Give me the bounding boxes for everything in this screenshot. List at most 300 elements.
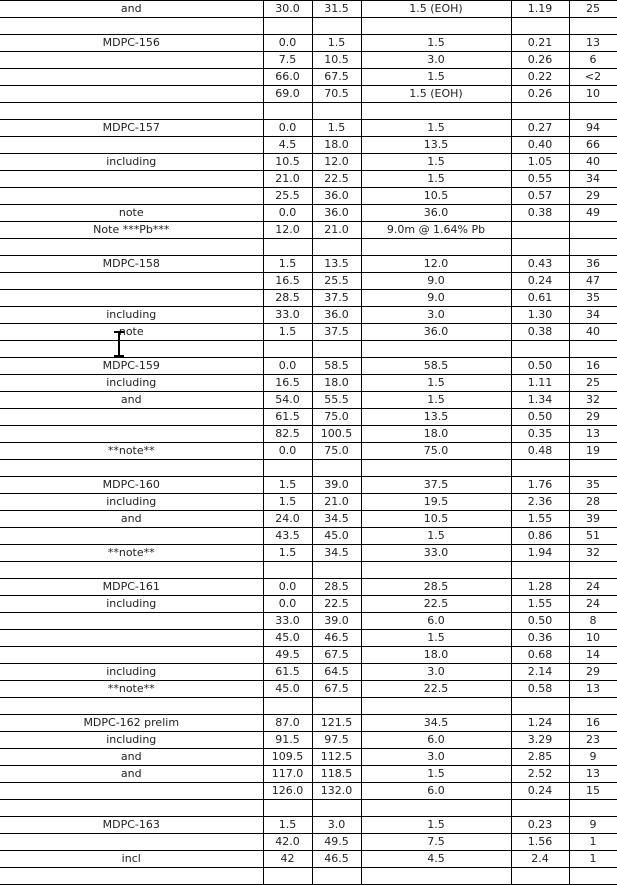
- cell-tail[interactable]: 35: [569, 290, 617, 307]
- cell-to[interactable]: 10.5: [312, 52, 361, 69]
- cell-grade[interactable]: [511, 18, 569, 35]
- cell-hole[interactable]: [0, 171, 263, 188]
- cell-from[interactable]: 66.0: [263, 69, 312, 86]
- cell-grade[interactable]: 2.36: [511, 494, 569, 511]
- cell-grade[interactable]: 1.24: [511, 715, 569, 732]
- cell-tail[interactable]: 36: [569, 256, 617, 273]
- cell-to[interactable]: 13.5: [312, 256, 361, 273]
- cell-hole[interactable]: MDPC-157: [0, 120, 263, 137]
- cell-hole[interactable]: [0, 86, 263, 103]
- cell-grade[interactable]: 0.24: [511, 783, 569, 800]
- cell-tail[interactable]: 9: [569, 749, 617, 766]
- cell-hole[interactable]: MDPC-161: [0, 579, 263, 596]
- cell-grade[interactable]: 2.14: [511, 664, 569, 681]
- cell-from[interactable]: 1.5: [263, 256, 312, 273]
- cell-to[interactable]: 45.0: [312, 528, 361, 545]
- cell-interval[interactable]: 12.0: [361, 256, 511, 273]
- cell-hole[interactable]: MDPC-162 prelim: [0, 715, 263, 732]
- cell-hole[interactable]: MDPC-159: [0, 358, 263, 375]
- cell-hole[interactable]: [0, 137, 263, 154]
- cell-tail[interactable]: 94: [569, 120, 617, 137]
- cell-interval[interactable]: 1.5: [361, 120, 511, 137]
- cell-from[interactable]: 0.0: [263, 596, 312, 613]
- cell-tail[interactable]: 40: [569, 324, 617, 341]
- cell-grade[interactable]: [511, 562, 569, 579]
- cell-from[interactable]: 0.0: [263, 579, 312, 596]
- cell-from[interactable]: 7.5: [263, 52, 312, 69]
- cell-from[interactable]: 49.5: [263, 647, 312, 664]
- cell-from[interactable]: 10.5: [263, 154, 312, 171]
- cell-from[interactable]: 0.0: [263, 205, 312, 222]
- cell-hole[interactable]: [0, 290, 263, 307]
- cell-grade[interactable]: 1.76: [511, 477, 569, 494]
- cell-interval[interactable]: 36.0: [361, 205, 511, 222]
- cell-hole[interactable]: including: [0, 494, 263, 511]
- cell-interval[interactable]: 33.0: [361, 545, 511, 562]
- cell-grade[interactable]: 0.27: [511, 120, 569, 137]
- cell-interval[interactable]: 1.5: [361, 69, 511, 86]
- cell-tail[interactable]: 14: [569, 647, 617, 664]
- cell-to[interactable]: 25.5: [312, 273, 361, 290]
- cell-grade[interactable]: 1.56: [511, 834, 569, 851]
- cell-interval[interactable]: 58.5: [361, 358, 511, 375]
- cell-from[interactable]: 0.0: [263, 443, 312, 460]
- cell-grade[interactable]: 1.94: [511, 545, 569, 562]
- cell-from[interactable]: 33.0: [263, 613, 312, 630]
- cell-grade[interactable]: 0.26: [511, 52, 569, 69]
- cell-grade[interactable]: 2.52: [511, 766, 569, 783]
- cell-from[interactable]: 33.0: [263, 307, 312, 324]
- cell-interval[interactable]: [361, 18, 511, 35]
- cell-to[interactable]: 21.0: [312, 222, 361, 239]
- cell-to[interactable]: 36.0: [312, 205, 361, 222]
- cell-interval[interactable]: 28.5: [361, 579, 511, 596]
- cell-from[interactable]: 82.5: [263, 426, 312, 443]
- cell-interval[interactable]: [361, 868, 511, 885]
- cell-hole[interactable]: [0, 562, 263, 579]
- cell-tail[interactable]: 13: [569, 681, 617, 698]
- cell-interval[interactable]: 9.0: [361, 273, 511, 290]
- cell-grade[interactable]: [511, 103, 569, 120]
- cell-grade[interactable]: [511, 460, 569, 477]
- cell-interval[interactable]: [361, 562, 511, 579]
- cell-to[interactable]: 46.5: [312, 851, 361, 868]
- cell-interval[interactable]: 6.0: [361, 783, 511, 800]
- cell-from[interactable]: 16.5: [263, 273, 312, 290]
- cell-tail[interactable]: 13: [569, 35, 617, 52]
- cell-interval[interactable]: 1.5: [361, 630, 511, 647]
- cell-from[interactable]: 0.0: [263, 358, 312, 375]
- cell-to[interactable]: 18.0: [312, 375, 361, 392]
- cell-from[interactable]: 1.5: [263, 817, 312, 834]
- cell-from[interactable]: 117.0: [263, 766, 312, 783]
- cell-grade[interactable]: [511, 868, 569, 885]
- cell-hole[interactable]: including: [0, 307, 263, 324]
- cell-grade[interactable]: [511, 341, 569, 358]
- cell-from[interactable]: [263, 103, 312, 120]
- cell-grade[interactable]: 1.55: [511, 511, 569, 528]
- cell-to[interactable]: 100.5: [312, 426, 361, 443]
- cell-from[interactable]: [263, 868, 312, 885]
- cell-tail[interactable]: 9: [569, 817, 617, 834]
- cell-grade[interactable]: [511, 698, 569, 715]
- cell-to[interactable]: 39.0: [312, 477, 361, 494]
- cell-interval[interactable]: [361, 800, 511, 817]
- cell-grade[interactable]: 0.26: [511, 86, 569, 103]
- cell-from[interactable]: 1.5: [263, 494, 312, 511]
- cell-interval[interactable]: 3.0: [361, 52, 511, 69]
- cell-to[interactable]: 34.5: [312, 511, 361, 528]
- cell-to[interactable]: 46.5: [312, 630, 361, 647]
- cell-to[interactable]: 55.5: [312, 392, 361, 409]
- cell-tail[interactable]: 25: [569, 1, 617, 18]
- cell-grade[interactable]: 1.19: [511, 1, 569, 18]
- cell-hole[interactable]: [0, 834, 263, 851]
- cell-hole[interactable]: [0, 647, 263, 664]
- cell-hole[interactable]: and: [0, 749, 263, 766]
- cell-interval[interactable]: 18.0: [361, 426, 511, 443]
- cell-grade[interactable]: 0.40: [511, 137, 569, 154]
- cell-tail[interactable]: [569, 868, 617, 885]
- cell-to[interactable]: [312, 341, 361, 358]
- cell-hole[interactable]: [0, 783, 263, 800]
- cell-interval[interactable]: 1.5: [361, 171, 511, 188]
- cell-grade[interactable]: 0.68: [511, 647, 569, 664]
- cell-to[interactable]: 39.0: [312, 613, 361, 630]
- cell-interval[interactable]: [361, 239, 511, 256]
- cell-hole[interactable]: and: [0, 511, 263, 528]
- cell-from[interactable]: [263, 460, 312, 477]
- cell-tail[interactable]: [569, 341, 617, 358]
- cell-hole[interactable]: [0, 800, 263, 817]
- cell-hole[interactable]: [0, 341, 263, 358]
- cell-grade[interactable]: 0.50: [511, 613, 569, 630]
- cell-grade[interactable]: [511, 800, 569, 817]
- cell-from[interactable]: 1.5: [263, 477, 312, 494]
- cell-to[interactable]: 118.5: [312, 766, 361, 783]
- cell-from[interactable]: [263, 18, 312, 35]
- cell-from[interactable]: 16.5: [263, 375, 312, 392]
- cell-grade[interactable]: 1.11: [511, 375, 569, 392]
- cell-from[interactable]: 91.5: [263, 732, 312, 749]
- cell-tail[interactable]: [569, 562, 617, 579]
- cell-to[interactable]: [312, 562, 361, 579]
- cell-hole[interactable]: [0, 630, 263, 647]
- cell-to[interactable]: 18.0: [312, 137, 361, 154]
- cell-tail[interactable]: [569, 698, 617, 715]
- cell-grade[interactable]: 0.23: [511, 817, 569, 834]
- cell-interval[interactable]: 13.5: [361, 137, 511, 154]
- cell-tail[interactable]: 29: [569, 664, 617, 681]
- cell-interval[interactable]: 1.5: [361, 35, 511, 52]
- cell-grade[interactable]: 0.35: [511, 426, 569, 443]
- cell-hole[interactable]: including: [0, 375, 263, 392]
- cell-tail[interactable]: 13: [569, 426, 617, 443]
- cell-to[interactable]: 34.5: [312, 545, 361, 562]
- cell-hole[interactable]: including: [0, 664, 263, 681]
- cell-to[interactable]: 112.5: [312, 749, 361, 766]
- cell-tail[interactable]: 8: [569, 613, 617, 630]
- cell-to[interactable]: 64.5: [312, 664, 361, 681]
- cell-grade[interactable]: 0.43: [511, 256, 569, 273]
- cell-grade[interactable]: 0.38: [511, 205, 569, 222]
- cell-interval[interactable]: 1.5 (EOH): [361, 1, 511, 18]
- cell-from[interactable]: 87.0: [263, 715, 312, 732]
- cell-to[interactable]: 1.5: [312, 35, 361, 52]
- cell-interval[interactable]: 75.0: [361, 443, 511, 460]
- cell-hole[interactable]: MDPC-158: [0, 256, 263, 273]
- cell-tail[interactable]: 28: [569, 494, 617, 511]
- cell-tail[interactable]: 29: [569, 409, 617, 426]
- cell-tail[interactable]: 10: [569, 630, 617, 647]
- cell-grade[interactable]: 0.58: [511, 681, 569, 698]
- cell-tail[interactable]: [569, 800, 617, 817]
- cell-interval[interactable]: 1.5: [361, 392, 511, 409]
- cell-interval[interactable]: 6.0: [361, 732, 511, 749]
- cell-grade[interactable]: 0.24: [511, 273, 569, 290]
- cell-interval[interactable]: 9.0m @ 1.64% Pb: [361, 222, 511, 239]
- cell-tail[interactable]: 40: [569, 154, 617, 171]
- cell-tail[interactable]: 1: [569, 851, 617, 868]
- cell-hole[interactable]: **note**: [0, 681, 263, 698]
- cell-hole[interactable]: [0, 52, 263, 69]
- cell-from[interactable]: 30.0: [263, 1, 312, 18]
- cell-interval[interactable]: 4.5: [361, 851, 511, 868]
- cell-to[interactable]: 67.5: [312, 69, 361, 86]
- cell-hole[interactable]: incl: [0, 851, 263, 868]
- cell-to[interactable]: 12.0: [312, 154, 361, 171]
- cell-to[interactable]: [312, 460, 361, 477]
- cell-grade[interactable]: 0.50: [511, 409, 569, 426]
- cell-tail[interactable]: 15: [569, 783, 617, 800]
- cell-interval[interactable]: 10.5: [361, 511, 511, 528]
- cell-interval[interactable]: 1.5: [361, 817, 511, 834]
- cell-from[interactable]: [263, 800, 312, 817]
- cell-tail[interactable]: 34: [569, 171, 617, 188]
- cell-tail[interactable]: 10: [569, 86, 617, 103]
- cell-to[interactable]: 3.0: [312, 817, 361, 834]
- cell-to[interactable]: [312, 103, 361, 120]
- cell-hole[interactable]: **note**: [0, 443, 263, 460]
- cell-hole[interactable]: [0, 698, 263, 715]
- cell-hole[interactable]: [0, 613, 263, 630]
- cell-hole[interactable]: including: [0, 732, 263, 749]
- cell-tail[interactable]: 19: [569, 443, 617, 460]
- cell-from[interactable]: 1.5: [263, 324, 312, 341]
- cell-grade[interactable]: 0.50: [511, 358, 569, 375]
- cell-interval[interactable]: 37.5: [361, 477, 511, 494]
- cell-hole[interactable]: [0, 69, 263, 86]
- cell-interval[interactable]: 6.0: [361, 613, 511, 630]
- cell-hole[interactable]: [0, 239, 263, 256]
- cell-tail[interactable]: 35: [569, 477, 617, 494]
- cell-interval[interactable]: 3.0: [361, 749, 511, 766]
- cell-from[interactable]: 4.5: [263, 137, 312, 154]
- cell-grade[interactable]: 2.85: [511, 749, 569, 766]
- cell-interval[interactable]: 10.5: [361, 188, 511, 205]
- cell-to[interactable]: 36.0: [312, 188, 361, 205]
- cell-to[interactable]: [312, 18, 361, 35]
- cell-from[interactable]: 69.0: [263, 86, 312, 103]
- cell-tail[interactable]: [569, 460, 617, 477]
- cell-tail[interactable]: 49: [569, 205, 617, 222]
- cell-hole[interactable]: and: [0, 766, 263, 783]
- cell-from[interactable]: [263, 341, 312, 358]
- cell-interval[interactable]: 18.0: [361, 647, 511, 664]
- cell-from[interactable]: 21.0: [263, 171, 312, 188]
- cell-from[interactable]: 109.5: [263, 749, 312, 766]
- cell-grade[interactable]: 0.61: [511, 290, 569, 307]
- cell-from[interactable]: 45.0: [263, 630, 312, 647]
- cell-grade[interactable]: 1.28: [511, 579, 569, 596]
- cell-grade[interactable]: 1.30: [511, 307, 569, 324]
- cell-from[interactable]: 28.5: [263, 290, 312, 307]
- cell-interval[interactable]: [361, 103, 511, 120]
- cell-tail[interactable]: [569, 103, 617, 120]
- cell-tail[interactable]: 23: [569, 732, 617, 749]
- cell-hole[interactable]: [0, 868, 263, 885]
- cell-hole[interactable]: [0, 273, 263, 290]
- cell-interval[interactable]: 34.5: [361, 715, 511, 732]
- cell-to[interactable]: 36.0: [312, 307, 361, 324]
- cell-to[interactable]: 37.5: [312, 324, 361, 341]
- cell-grade[interactable]: 1.34: [511, 392, 569, 409]
- cell-tail[interactable]: 24: [569, 579, 617, 596]
- cell-hole[interactable]: note: [0, 324, 263, 341]
- cell-to[interactable]: 75.0: [312, 443, 361, 460]
- cell-tail[interactable]: [569, 239, 617, 256]
- cell-hole[interactable]: [0, 409, 263, 426]
- cell-interval[interactable]: [361, 341, 511, 358]
- cell-grade[interactable]: 0.36: [511, 630, 569, 647]
- cell-to[interactable]: 70.5: [312, 86, 361, 103]
- cell-hole[interactable]: and: [0, 392, 263, 409]
- cell-from[interactable]: 12.0: [263, 222, 312, 239]
- cell-hole[interactable]: [0, 528, 263, 545]
- cell-interval[interactable]: [361, 460, 511, 477]
- cell-tail[interactable]: 34: [569, 307, 617, 324]
- cell-hole[interactable]: [0, 426, 263, 443]
- cell-tail[interactable]: [569, 18, 617, 35]
- cell-tail[interactable]: 16: [569, 358, 617, 375]
- cell-from[interactable]: 42: [263, 851, 312, 868]
- cell-interval[interactable]: 22.5: [361, 681, 511, 698]
- cell-tail[interactable]: 39: [569, 511, 617, 528]
- cell-to[interactable]: 21.0: [312, 494, 361, 511]
- cell-from[interactable]: 43.5: [263, 528, 312, 545]
- cell-interval[interactable]: 1.5: [361, 154, 511, 171]
- cell-to[interactable]: 22.5: [312, 596, 361, 613]
- cell-to[interactable]: 75.0: [312, 409, 361, 426]
- cell-from[interactable]: 54.0: [263, 392, 312, 409]
- cell-interval[interactable]: 13.5: [361, 409, 511, 426]
- cell-tail[interactable]: 51: [569, 528, 617, 545]
- cell-interval[interactable]: 22.5: [361, 596, 511, 613]
- cell-to[interactable]: 132.0: [312, 783, 361, 800]
- cell-interval[interactable]: [361, 698, 511, 715]
- cell-from[interactable]: 0.0: [263, 120, 312, 137]
- cell-from[interactable]: 1.5: [263, 545, 312, 562]
- cell-hole[interactable]: Note ***Pb***: [0, 222, 263, 239]
- cell-hole[interactable]: [0, 188, 263, 205]
- cell-hole[interactable]: note: [0, 205, 263, 222]
- cell-interval[interactable]: 1.5: [361, 766, 511, 783]
- cell-to[interactable]: 1.5: [312, 120, 361, 137]
- cell-hole[interactable]: MDPC-156: [0, 35, 263, 52]
- cell-to[interactable]: 28.5: [312, 579, 361, 596]
- cell-to[interactable]: 67.5: [312, 681, 361, 698]
- cell-to[interactable]: 58.5: [312, 358, 361, 375]
- cell-tail[interactable]: 32: [569, 392, 617, 409]
- cell-to[interactable]: 31.5: [312, 1, 361, 18]
- cell-to[interactable]: 97.5: [312, 732, 361, 749]
- cell-tail[interactable]: 16: [569, 715, 617, 732]
- cell-grade[interactable]: 0.55: [511, 171, 569, 188]
- cell-from[interactable]: [263, 562, 312, 579]
- cell-grade[interactable]: 1.55: [511, 596, 569, 613]
- cell-tail[interactable]: 6: [569, 52, 617, 69]
- cell-from[interactable]: 61.5: [263, 409, 312, 426]
- cell-interval[interactable]: 19.5: [361, 494, 511, 511]
- cell-tail[interactable]: <2: [569, 69, 617, 86]
- cell-hole[interactable]: **note**: [0, 545, 263, 562]
- cell-grade[interactable]: 1.05: [511, 154, 569, 171]
- cell-to[interactable]: 37.5: [312, 290, 361, 307]
- cell-interval[interactable]: 3.0: [361, 664, 511, 681]
- cell-interval[interactable]: 1.5: [361, 528, 511, 545]
- cell-to[interactable]: 49.5: [312, 834, 361, 851]
- cell-interval[interactable]: 7.5: [361, 834, 511, 851]
- cell-interval[interactable]: 36.0: [361, 324, 511, 341]
- cell-tail[interactable]: 1: [569, 834, 617, 851]
- cell-to[interactable]: [312, 239, 361, 256]
- cell-grade[interactable]: 0.48: [511, 443, 569, 460]
- cell-hole[interactable]: and: [0, 1, 263, 18]
- cell-hole[interactable]: [0, 103, 263, 120]
- cell-tail[interactable]: [569, 222, 617, 239]
- cell-tail[interactable]: 25: [569, 375, 617, 392]
- cell-tail[interactable]: 29: [569, 188, 617, 205]
- cell-from[interactable]: 45.0: [263, 681, 312, 698]
- cell-tail[interactable]: 66: [569, 137, 617, 154]
- cell-interval[interactable]: 1.5 (EOH): [361, 86, 511, 103]
- cell-hole[interactable]: [0, 18, 263, 35]
- cell-hole[interactable]: including: [0, 596, 263, 613]
- cell-from[interactable]: 25.5: [263, 188, 312, 205]
- cell-grade[interactable]: 0.86: [511, 528, 569, 545]
- cell-to[interactable]: 67.5: [312, 647, 361, 664]
- cell-grade[interactable]: [511, 239, 569, 256]
- cell-from[interactable]: 24.0: [263, 511, 312, 528]
- cell-from[interactable]: [263, 698, 312, 715]
- cell-to[interactable]: 22.5: [312, 171, 361, 188]
- cell-interval[interactable]: 3.0: [361, 307, 511, 324]
- cell-from[interactable]: 126.0: [263, 783, 312, 800]
- cell-tail[interactable]: 32: [569, 545, 617, 562]
- cell-hole[interactable]: including: [0, 154, 263, 171]
- cell-grade[interactable]: 0.21: [511, 35, 569, 52]
- cell-hole[interactable]: MDPC-160: [0, 477, 263, 494]
- cell-tail[interactable]: 47: [569, 273, 617, 290]
- cell-hole[interactable]: [0, 460, 263, 477]
- cell-tail[interactable]: 24: [569, 596, 617, 613]
- cell-from[interactable]: [263, 239, 312, 256]
- cell-to[interactable]: [312, 698, 361, 715]
- cell-grade[interactable]: 0.57: [511, 188, 569, 205]
- cell-hole[interactable]: MDPC-163: [0, 817, 263, 834]
- cell-grade[interactable]: 3.29: [511, 732, 569, 749]
- cell-grade[interactable]: 2.4: [511, 851, 569, 868]
